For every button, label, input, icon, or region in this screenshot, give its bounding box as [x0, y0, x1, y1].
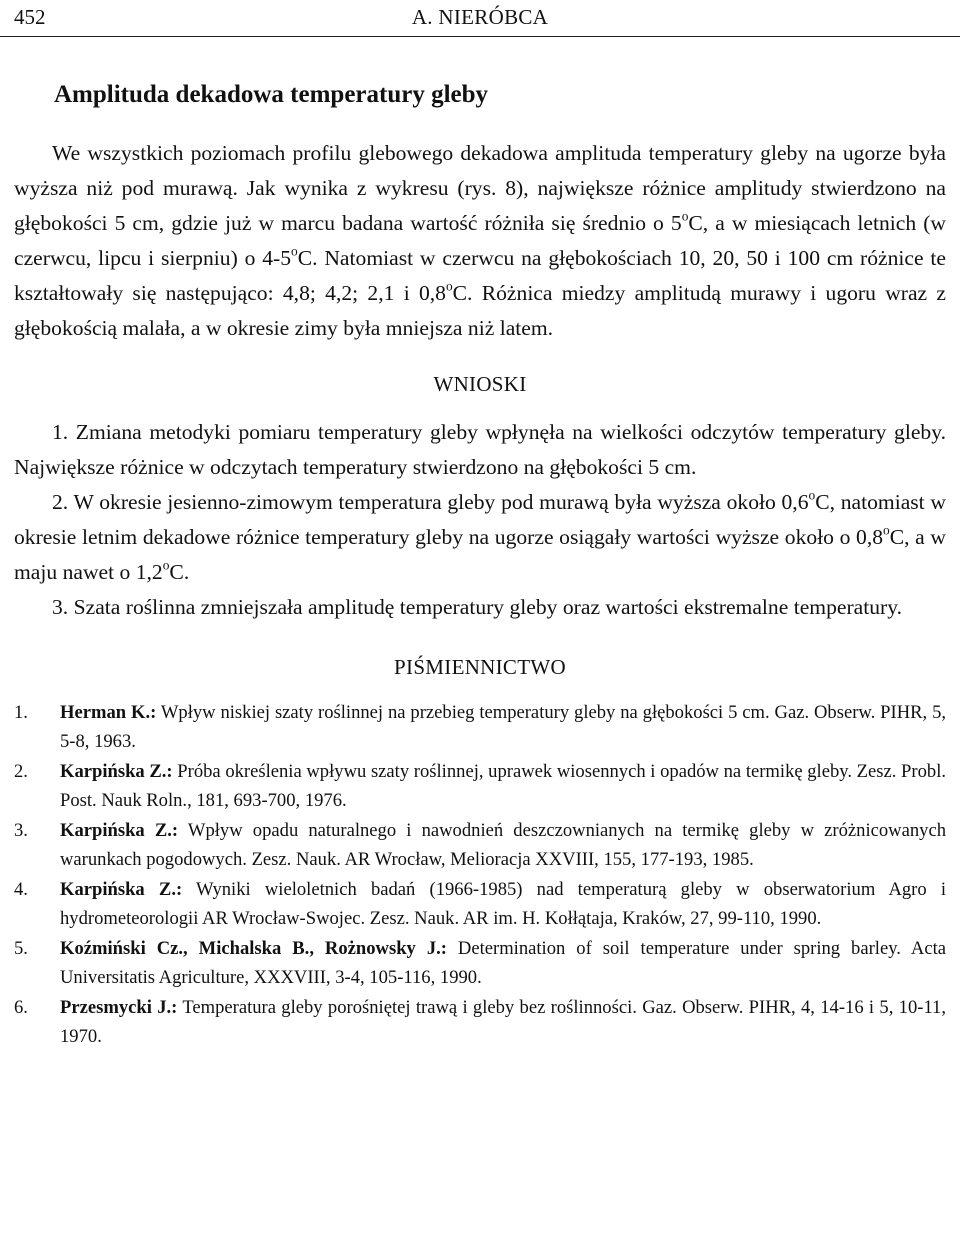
conclusion-1: 1. Zmiana metodyki pomiaru temperatury gleby wpłynęła na wielkości odczytów temperatury gleby. Największe różnice w odczytach temperatury stwierdzono na głębokości 5 cm.	[14, 420, 946, 479]
degree-mark: o	[808, 487, 816, 503]
bibliography-text: Wpływ niskiej szaty roślinnej na przebieg temperatury gleby na głębokości 5 cm. Gaz. Obserw. PIHR, 5, 5-8, 1963.	[60, 702, 947, 752]
text-run: C. Różnica miedzy amplitudą murawy i ugoru wraz z głębokością malała, a w okresie zimy była mniejsza niż latem.	[14, 281, 947, 340]
body-paragraph	[14, 136, 946, 346]
bibliography-number: 6.	[14, 997, 28, 1018]
bibliography-entry	[60, 875, 946, 933]
bibliography-number: 5.	[14, 938, 28, 959]
conclusion-2	[14, 485, 946, 590]
bibliography-list	[14, 698, 946, 1051]
text-run: C.	[169, 560, 190, 584]
page-header	[0, 0, 960, 37]
bibliography-text: Próba określenia wpływu szaty roślinnej, uprawek wiosennych i opadów na termikę gleby. Zesz. Probl. Post. Nauk Roln., 181, 693-700, 1976.	[60, 761, 947, 811]
bibliography-authors: Karpińska Z.:	[60, 820, 179, 841]
bibliography-entry	[60, 934, 946, 992]
bibliography-number: 2.	[14, 761, 28, 782]
bibliography-item	[14, 934, 946, 992]
text-run: 2. W okresie jesienno-zimowym temperatura gleby pod murawą była wyższa około 0,6	[52, 490, 809, 514]
bibliography-authors: Herman K.:	[60, 702, 157, 723]
section-title: Amplituda dekadowa temperatury gleby	[54, 81, 489, 108]
bibliography-entry	[60, 993, 946, 1051]
bibliography-text: Wyniki wieloletnich badań (1966-1985) nad temperaturą gleby w obserwatorium Agro i hydrometeorologii AR Wrocław-Swojec. Zesz. Nauk. AR im. H. Kołłątaja, Kraków, 27, 99-110, 1990.	[60, 879, 947, 929]
degree-mark: o	[445, 278, 453, 294]
text-run: C, a w maju nawet o 1,2	[14, 525, 946, 584]
bibliography-number: 4.	[14, 879, 28, 900]
bibliography-authors: Przesmycki J.:	[60, 997, 178, 1018]
bibliography-text: Determination of soil temperature under spring barley. Acta Universitatis Agriculture, XXXVIII, 3-4, 105-116, 1990.	[60, 938, 946, 988]
bibliography-item	[14, 993, 946, 1051]
conclusions-heading: WNIOSKI	[433, 372, 527, 396]
bibliography-item	[14, 698, 946, 756]
conclusion-3: 3. Szata roślinna zmniejszała amplitudę temperatury gleby oraz wartości ekstremalne temperatury.	[52, 595, 903, 619]
bibliography-text: Temperatura gleby porośniętej trawą i gleby bez roślinności. Gaz. Obserw. PIHR, 4, 14-16 i 5, 10-11, 1970.	[60, 997, 946, 1047]
bibliography-entry	[60, 698, 946, 756]
page-content	[14, 78, 946, 1052]
degree-mark: o	[883, 522, 890, 538]
bibliography-item	[14, 875, 946, 933]
bibliography-authors: Koźmiński Cz., Michalska B., Rożnowsky J.:	[60, 938, 447, 959]
page-number: 452	[14, 5, 46, 29]
running-head: A. NIERÓBCA	[411, 5, 549, 29]
bibliography-number: 1.	[14, 702, 28, 723]
bibliography-item	[14, 757, 946, 815]
text-run: C. Natomiast w czerwcu na głębokościach 10, 20, 50 i 100 cm różnice te kształtowały się następująco: 4,8; 4,2; 2,1 i 0,8	[14, 246, 947, 305]
text-run: C, a w miesiącach letnich (w czerwcu, lipcu i sierpniu) o 4-5	[14, 211, 946, 270]
degree-mark: o	[681, 208, 689, 224]
bibliography-number: 3.	[14, 820, 28, 841]
degree-mark: o	[291, 243, 298, 259]
bibliography-heading: PIŚMIENNICTWO	[394, 655, 566, 679]
text-run: C, natomiast w okresie letnim dekadowe różnice temperatury gleby na ugorze osiągały wartości wyższe około o 0,8	[14, 490, 946, 549]
bibliography-entry	[60, 816, 946, 874]
text-run: We wszystkich poziomach profilu glebowego dekadowa amplituda temperatury gleby na ugorze była wyższa niż pod murawą. Jak wynika z wykresu (rys. 8), największe różnice amplitudy stwierdzono na głębokości 5 cm, gdzie już w marcu badana wartość różniła się średnio o 5	[14, 141, 946, 235]
bibliography-authors: Karpińska Z.:	[60, 761, 173, 782]
bibliography-entry	[60, 757, 946, 815]
bibliography-text: Wpływ opadu naturalnego i nawodnień deszczownianych na termikę gleby w zróżnicowanych warunkach pogodowych. Zesz. Nauk. AR Wrocław, Melioracja XXVIII, 155, 177-193, 1985.	[60, 820, 947, 870]
degree-mark: o	[162, 557, 170, 573]
bibliography-authors: Karpińska Z.:	[60, 879, 183, 900]
bibliography-item	[14, 816, 946, 874]
